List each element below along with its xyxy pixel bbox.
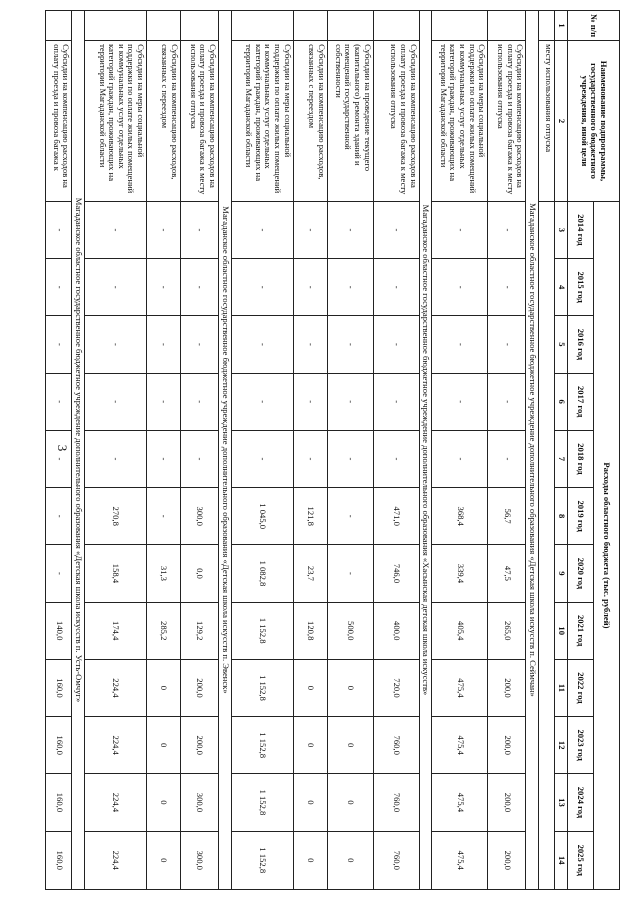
column-number-13: 13: [555, 774, 568, 831]
row-name: Субсидии на проведение текущего (капитального) ремонта зданий и помещений государственной собственности: [327, 41, 373, 202]
rotated-page: [51, 10, 620, 890]
value-cell-3: -: [181, 201, 219, 258]
value-cell-14: 160,0: [46, 831, 72, 889]
value-cell-11: 720,0: [373, 659, 419, 716]
value-cell-12: 1 152,8: [231, 717, 293, 774]
header-year-10: 2023 год: [568, 717, 594, 774]
header-year-7: 2020 год: [568, 545, 594, 602]
value-cell-12: 760,0: [373, 717, 419, 774]
value-cell-3: -: [293, 201, 327, 258]
value-cell-5: -: [488, 316, 526, 373]
row-num: [231, 11, 293, 41]
value-cell-6: -: [488, 373, 526, 430]
value-cell-4: -: [373, 259, 419, 316]
row-name: Субсидии на меры социальной поддержки по оплате жилых помещений и коммунальных услуг отдельных категорий граждан, проживающих на территории Магаданской области: [231, 41, 293, 202]
row-name: месту использования отпуска: [539, 41, 555, 202]
value-cell-6: -: [181, 373, 219, 430]
value-cell-4: -: [488, 259, 526, 316]
value-cell-10: 129,2: [181, 602, 219, 659]
value-cell-13: 760,0: [373, 774, 419, 831]
value-cell-12: 160,0: [46, 717, 72, 774]
value-cell-13: 0: [293, 774, 327, 831]
value-cell-12: 224,4: [85, 717, 147, 774]
value-cell-3: -: [46, 201, 72, 258]
header-year-11: 2024 год: [568, 774, 594, 831]
value-cell-14: 0: [293, 831, 327, 889]
value-cell-6: -: [231, 373, 293, 430]
value-cell-4: -: [147, 259, 181, 316]
value-cell-6: -: [373, 373, 419, 430]
column-number-3: 3: [555, 201, 568, 258]
row-num: [327, 11, 373, 41]
value-cell-7: -: [432, 430, 488, 487]
row-num: [539, 11, 555, 41]
section-title: Магаданское областное государственное бюджетное учреждение дополнительного образования «Детская школа искусств п. Эвенск»: [219, 11, 232, 890]
value-cell-8: 56,7: [488, 488, 526, 545]
value-cell-5: -: [46, 316, 72, 373]
value-cell-7: -: [488, 430, 526, 487]
value-cell-10: 265,0: [488, 602, 526, 659]
value-cell-7: -: [231, 430, 293, 487]
value-cell-12: 200,0: [488, 717, 526, 774]
value-cell-4: -: [293, 259, 327, 316]
value-cell-3: -: [327, 201, 373, 258]
header-year-5: 2018 год: [568, 430, 594, 487]
column-number-7: 7: [555, 430, 568, 487]
value-cell-13: 0: [147, 774, 181, 831]
row-empty-values: [539, 201, 555, 889]
column-number-2: 2: [555, 41, 568, 202]
value-cell-11: 224,4: [85, 659, 147, 716]
value-cell-7: -: [46, 430, 72, 487]
table-row: [147, 11, 181, 890]
value-cell-4: -: [85, 259, 147, 316]
value-cell-5: -: [85, 316, 147, 373]
table-row: [85, 11, 147, 890]
table-row: [231, 11, 293, 890]
row-name: Субсидии на компенсацию расходов на оплату проезда и провоза багажа к месту использования отпуска: [488, 41, 526, 202]
value-cell-12: 475,4: [432, 717, 488, 774]
value-cell-10: 285,2: [147, 602, 181, 659]
header-year-12: 2025 год: [568, 831, 594, 889]
value-cell-12: 0: [293, 717, 327, 774]
value-cell-7: -: [327, 430, 373, 487]
value-cell-3: -: [373, 201, 419, 258]
value-cell-14: 0: [147, 831, 181, 889]
value-cell-3: -: [85, 201, 147, 258]
value-cell-9: 1 082,8: [231, 545, 293, 602]
column-number-4: 4: [555, 259, 568, 316]
value-cell-5: -: [432, 316, 488, 373]
value-cell-7: -: [147, 430, 181, 487]
value-cell-3: -: [488, 201, 526, 258]
section-title: Магаданское областное государственное бюджетное учреждение дополнительного образования «Детская школа искусств п. Усть-Омчуг»: [72, 11, 85, 890]
value-cell-13: 200,0: [488, 774, 526, 831]
value-cell-11: 475,4: [432, 659, 488, 716]
value-cell-7: -: [293, 430, 327, 487]
value-cell-6: -: [85, 373, 147, 430]
table-row: [181, 11, 219, 890]
value-cell-11: 200,0: [488, 659, 526, 716]
value-cell-14: 760,0: [373, 831, 419, 889]
section-row: [526, 11, 539, 890]
row-num: [181, 11, 219, 41]
value-cell-6: -: [327, 373, 373, 430]
value-cell-14: 224,4: [85, 831, 147, 889]
continuation-row: [539, 11, 555, 890]
section-row: [219, 11, 232, 890]
table-row: [373, 11, 419, 890]
value-cell-9: 23,7: [293, 545, 327, 602]
value-cell-8: 270,8: [85, 488, 147, 545]
row-num: [46, 11, 72, 41]
value-cell-5: -: [231, 316, 293, 373]
value-cell-9: 31,3: [147, 545, 181, 602]
value-cell-6: -: [293, 373, 327, 430]
value-cell-11: 1 152,8: [231, 659, 293, 716]
section-row: [72, 11, 85, 890]
column-number-6: 6: [555, 373, 568, 430]
column-number-9: 9: [555, 545, 568, 602]
value-cell-13: 1 152,8: [231, 774, 293, 831]
value-cell-9: 339,4: [432, 545, 488, 602]
row-name: Субсидии на меры социальной поддержки по оплате жилых помещений и коммунальных услуг отдельных категорий граждан, проживающих на территории Магаданской области: [85, 41, 147, 202]
value-cell-9: 47,5: [488, 545, 526, 602]
value-cell-14: 200,0: [488, 831, 526, 889]
row-name: Субсидии на компенсацию расходов, связанных с переездом: [293, 41, 327, 202]
section-title: Магаданское областное государственное бюджетное учреждение дополнительного образования «Детская школа искусств п. Сеймчан»: [526, 11, 539, 890]
column-number-14: 14: [555, 831, 568, 889]
value-cell-8: -: [327, 488, 373, 545]
value-cell-10: 174,4: [85, 602, 147, 659]
value-cell-8: 121,8: [293, 488, 327, 545]
row-name: Субсидии на компенсацию расходов на оплату проезда и провоза багажа к: [46, 41, 72, 202]
table-row: [488, 11, 526, 890]
value-cell-8: -: [46, 488, 72, 545]
value-cell-5: -: [293, 316, 327, 373]
value-cell-7: -: [373, 430, 419, 487]
value-cell-14: 1 152,8: [231, 831, 293, 889]
value-cell-8: 368,4: [432, 488, 488, 545]
table-row: [327, 11, 373, 890]
value-cell-12: 0: [327, 717, 373, 774]
header-year-1: 2014 год: [568, 201, 594, 258]
table-header: [555, 11, 620, 890]
value-cell-13: 300,0: [181, 774, 219, 831]
page-number: 3: [55, 444, 70, 452]
header-year-6: 2019 год: [568, 488, 594, 545]
column-number-5: 5: [555, 316, 568, 373]
value-cell-12: 200,0: [181, 717, 219, 774]
value-cell-4: -: [231, 259, 293, 316]
table-row: [293, 11, 327, 890]
value-cell-9: 746,0: [373, 545, 419, 602]
value-cell-6: -: [432, 373, 488, 430]
value-cell-5: -: [181, 316, 219, 373]
header-year-8: 2021 год: [568, 602, 594, 659]
value-cell-10: 1 152,8: [231, 602, 293, 659]
table-body: [46, 11, 555, 890]
value-cell-11: 160,0: [46, 659, 72, 716]
value-cell-7: -: [85, 430, 147, 487]
table-row: [46, 11, 72, 890]
row-num: [432, 11, 488, 41]
header-expenses-group: Расходы областного бюджета (тыс. рублей): [594, 201, 620, 889]
section-row: [419, 11, 432, 890]
row-name: Субсидии на меры социальной поддержки по оплате жилых помещений и коммунальных услуг отдельных категорий граждан, проживающих на территории Магаданской области: [432, 41, 488, 202]
value-cell-7: -: [181, 430, 219, 487]
value-cell-5: -: [327, 316, 373, 373]
value-cell-12: 0: [147, 717, 181, 774]
value-cell-13: 475,4: [432, 774, 488, 831]
value-cell-11: 0: [327, 659, 373, 716]
value-cell-10: 400,0: [373, 602, 419, 659]
value-cell-13: 224,4: [85, 774, 147, 831]
column-number-12: 12: [555, 717, 568, 774]
value-cell-14: 0: [327, 831, 373, 889]
row-num: [488, 11, 526, 41]
value-cell-8: 300,0: [181, 488, 219, 545]
row-name: Субсидии на компенсацию расходов, связанных с переездом: [147, 41, 181, 202]
table-row: [432, 11, 488, 890]
value-cell-4: -: [181, 259, 219, 316]
value-cell-8: 471,0: [373, 488, 419, 545]
header-year-4: 2017 год: [568, 373, 594, 430]
budget-table: [46, 10, 621, 890]
value-cell-9: 0,0: [181, 545, 219, 602]
row-num: [373, 11, 419, 41]
value-cell-11: 0: [293, 659, 327, 716]
value-cell-10: 500,0: [327, 602, 373, 659]
value-cell-13: 0: [327, 774, 373, 831]
value-cell-9: -: [46, 545, 72, 602]
value-cell-10: 140,0: [46, 602, 72, 659]
value-cell-6: -: [46, 373, 72, 430]
value-cell-3: -: [147, 201, 181, 258]
value-cell-3: -: [432, 201, 488, 258]
row-num: [293, 11, 327, 41]
column-number-1: 1: [555, 11, 568, 41]
value-cell-8: -: [147, 488, 181, 545]
value-cell-6: -: [147, 373, 181, 430]
value-cell-3: -: [231, 201, 293, 258]
value-cell-11: 0: [147, 659, 181, 716]
row-name: Субсидии на компенсацию расходов на оплату проезда и провоза багажа к месту использования отпуска: [373, 41, 419, 202]
header-name: Наименование подпрограммы, государственного бюджетного учреждения, иной цели: [568, 41, 620, 202]
value-cell-10: 120,8: [293, 602, 327, 659]
section-title: Магаданское областное государственное бюджетное учреждение дополнительного образования «Хасынская детская школа искусств»: [419, 11, 432, 890]
value-cell-11: 200,0: [181, 659, 219, 716]
value-cell-14: 475,4: [432, 831, 488, 889]
value-cell-4: -: [46, 259, 72, 316]
row-num: [147, 11, 181, 41]
header-num: № п/п: [568, 11, 620, 41]
value-cell-5: -: [373, 316, 419, 373]
value-cell-4: -: [327, 259, 373, 316]
value-cell-10: 405,4: [432, 602, 488, 659]
value-cell-8: 1 045,0: [231, 488, 293, 545]
value-cell-9: 158,4: [85, 545, 147, 602]
header-year-9: 2022 год: [568, 659, 594, 716]
column-number-11: 11: [555, 659, 568, 716]
value-cell-14: 300,0: [181, 831, 219, 889]
value-cell-4: -: [432, 259, 488, 316]
column-number-8: 8: [555, 488, 568, 545]
column-number-10: 10: [555, 602, 568, 659]
value-cell-5: -: [147, 316, 181, 373]
row-num: [85, 11, 147, 41]
value-cell-9: -: [327, 545, 373, 602]
header-year-3: 2016 год: [568, 316, 594, 373]
row-name: Субсидии на компенсацию расходов на оплату проезда и провоза багажа к месту использования отпуска: [181, 41, 219, 202]
header-year-2: 2015 год: [568, 259, 594, 316]
value-cell-13: 160,0: [46, 774, 72, 831]
